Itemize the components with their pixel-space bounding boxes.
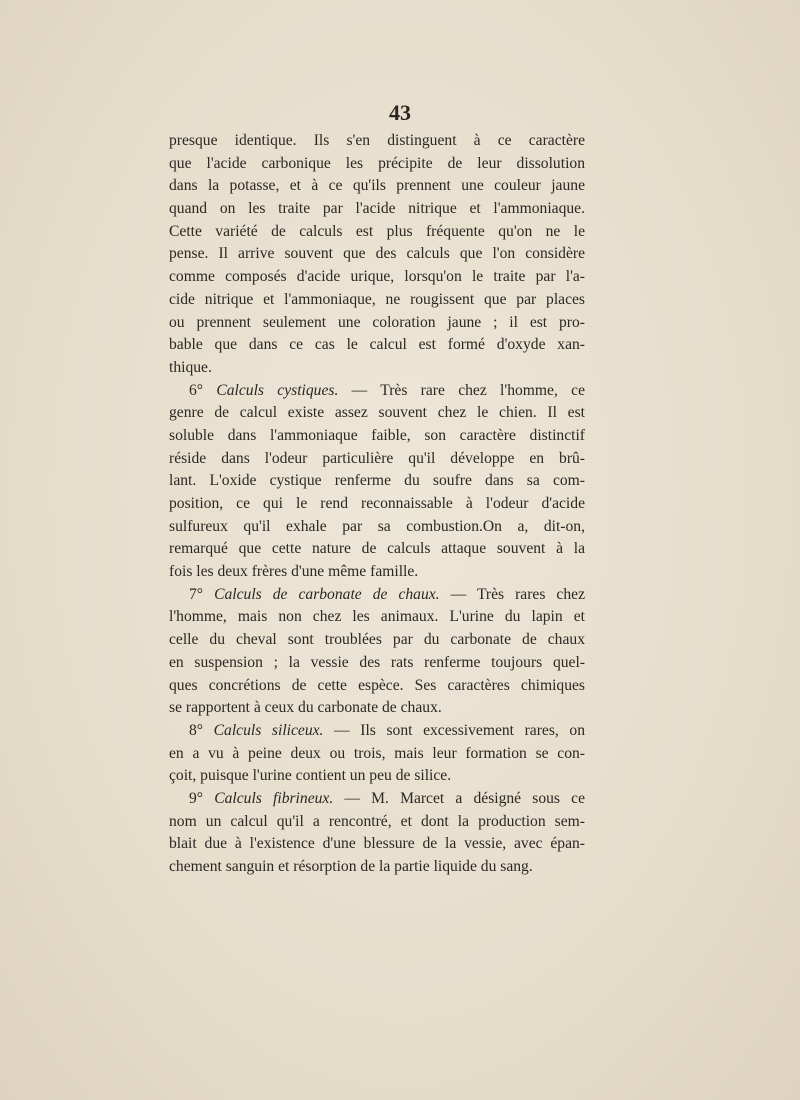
section-heading-line [169, 380, 585, 403]
body-text [169, 130, 585, 879]
text-line: nom un calcul qu'il a rencontré, et dont la production sem- [169, 812, 585, 830]
text-line: ou prennent seulement une coloration jaune ; il est pro- [169, 313, 585, 331]
section-heading-line [169, 584, 585, 607]
text-line: réside dans l'odeur particulière qu'il développe en brû- [169, 449, 585, 467]
text-line: Cette variété de calculs est plus fréquente qu'on ne le [169, 222, 585, 240]
text-line: quand on les traite par l'acide nitrique et l'ammoniaque. [169, 200, 585, 218]
text-line: lant. L'oxide cystique renferme du soufre dans sa com- [169, 472, 585, 490]
section-heading-line [169, 788, 585, 811]
text-line: se rapportent à ceux du carbonate de chaux. [169, 699, 442, 717]
text-line: que l'acide carbonique les précipite de leur dissolution [169, 154, 585, 172]
text-line: blait due à l'existence d'une blessure de la vessie, avec épan- [169, 835, 585, 853]
text-line: pense. Il arrive souvent que des calculs que l'on considère [169, 245, 585, 263]
section-number: 9° [189, 789, 204, 807]
section-number: 7° [189, 585, 204, 603]
section-rest: — Très rare chez l'homme, ce [338, 381, 585, 399]
text-line: sulfureux qu'il exhale par sa combustion.On a, dit-on, [169, 517, 585, 535]
text-line: fois les deux frères d'une même famille. [169, 563, 419, 581]
text-line: soluble dans l'ammoniaque faible, son caractère distinctif [169, 426, 585, 444]
text-line: ques concrétions de cette espèce. Ses caractères chimiques [169, 676, 585, 694]
text-line: chement sanguin et résorption de la partie liquide du sang. [169, 858, 533, 875]
section-title: Calculs de carbonate de chaux. [214, 585, 440, 603]
section-rest: — M. Marcet a désigné sous ce [333, 789, 585, 807]
text-line: celle du cheval sont troublées par du carbonate de chaux [169, 631, 585, 649]
section-title: Calculs fibrineux. [214, 789, 334, 807]
text-line: thique. [169, 358, 212, 376]
section-title: Calculs siliceux. [213, 721, 324, 739]
section-title: Calculs cystiques. [216, 381, 339, 399]
text-line: remarqué que cette nature de calculs attaque souvent à la [169, 540, 585, 558]
section-rest: — Ils sont excessivement rares, on [323, 721, 585, 739]
text-line: bable que dans ce cas le calcul est formé d'oxyde xan- [169, 336, 585, 354]
text-line: genre de calcul existe assez souvent chez le chien. Il est [169, 404, 585, 422]
text-line: position, ce qui le rend reconnaissable à l'odeur d'acide [169, 495, 585, 512]
text-line: presque identique. Ils s'en distinguent à ce caractère [169, 132, 585, 149]
text-line: l'homme, mais non chez les animaux. L'urine du lapin et [169, 608, 585, 626]
section-rest: — Très rares chez [439, 585, 585, 603]
text-line: çoit, puisque l'urine contient un peu de silice. [169, 767, 452, 785]
page-number: 43 [389, 100, 411, 125]
text-line: en a vu à peine deux ou trois, mais leur formation se con- [169, 744, 585, 762]
section-number: 8° [189, 721, 204, 739]
text-line: comme composés d'acide urique, lorsqu'on le traite par l'a- [169, 268, 585, 286]
section-heading-line [169, 720, 585, 743]
text-line: cide nitrique et l'ammoniaque, ne rougissent que par places [169, 290, 585, 308]
text-line: dans la potasse, et à ce qu'ils prennent une couleur jaune [169, 177, 585, 195]
text-line: en suspension ; la vessie des rats renferme toujours quel- [169, 653, 585, 671]
section-number: 6° [189, 381, 204, 399]
